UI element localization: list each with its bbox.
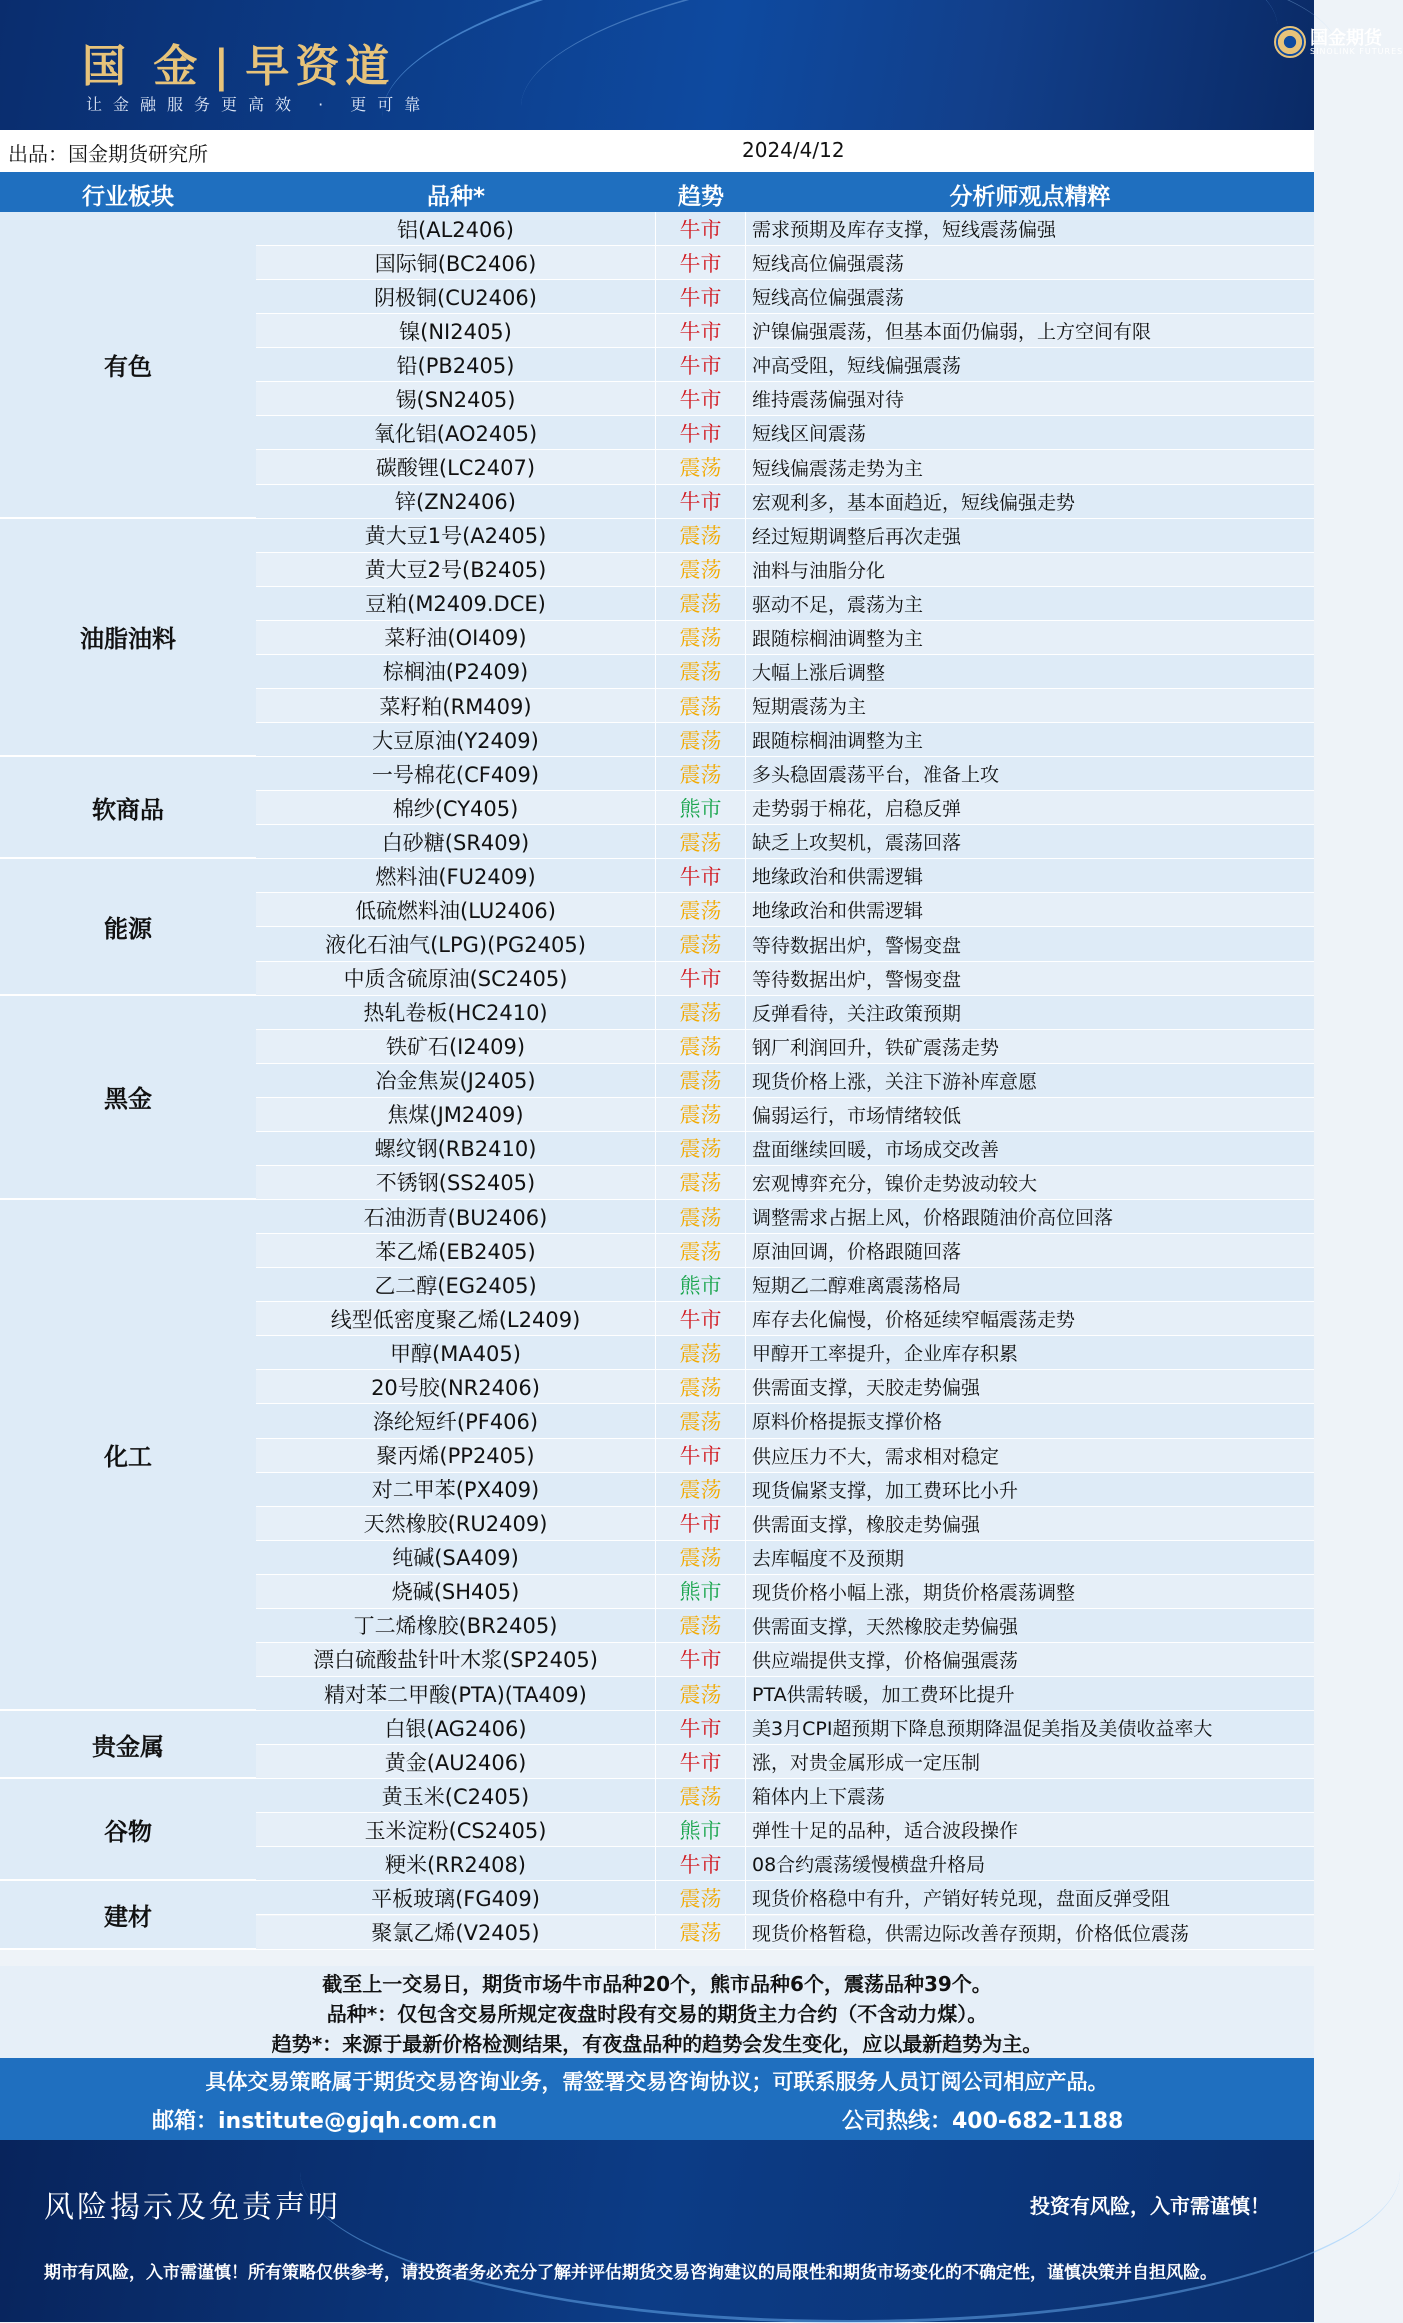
trend-cell: 震荡	[656, 1916, 746, 1950]
product-cell: 聚氯乙烯(V2405)	[256, 1916, 656, 1950]
trend-cell: 震荡	[656, 655, 746, 689]
trend-cell: 震荡	[656, 1098, 746, 1132]
product-cell: 漂白硫酸盐针叶木浆(SP2405)	[256, 1643, 656, 1677]
table-row	[256, 621, 1314, 655]
product-cell: 不锈钢(SS2405)	[256, 1166, 656, 1200]
view-cell: 短期乙二醇难离震荡格局	[746, 1268, 1314, 1302]
sector-cell: 油脂油料	[0, 519, 256, 757]
view-cell: 供应压力不大，需求相对稳定	[746, 1439, 1314, 1473]
table-row	[256, 1847, 1314, 1881]
view-cell: 宏观博弈充分，镍价走势波动较大	[746, 1166, 1314, 1200]
view-cell: 跟随棕榈油调整为主	[746, 723, 1314, 757]
sector-cell: 黑金	[0, 996, 256, 1200]
view-cell: PTA供需转暖，加工费环比提升	[746, 1677, 1314, 1711]
table-row	[256, 280, 1314, 314]
table-row	[256, 962, 1314, 996]
table-row	[256, 1234, 1314, 1268]
table-row	[256, 1916, 1314, 1950]
trend-cell: 震荡	[656, 757, 746, 791]
product-cell: 热轧卷板(HC2410)	[256, 996, 656, 1030]
product-cell: 镍(NI2405)	[256, 314, 656, 348]
product-cell: 棉纱(CY405)	[256, 791, 656, 825]
trend-cell: 震荡	[656, 1200, 746, 1234]
product-cell: 菜籽油(OI409)	[256, 621, 656, 655]
header-banner	[0, 0, 1403, 130]
table-row	[256, 927, 1314, 961]
product-cell: 乙二醇(EG2405)	[256, 1268, 656, 1302]
sector-cell: 软商品	[0, 757, 256, 859]
trend-cell: 牛市	[656, 1302, 746, 1336]
product-cell: 聚丙烯(PP2405)	[256, 1439, 656, 1473]
header-trend: 趋势	[678, 184, 724, 210]
view-cell: 大幅上涨后调整	[746, 655, 1314, 689]
trend-cell: 震荡	[656, 893, 746, 927]
view-cell: 现货价格上涨，关注下游补库意愿	[746, 1064, 1314, 1098]
table-row	[256, 723, 1314, 757]
table-row	[256, 348, 1314, 382]
trend-cell: 熊市	[656, 1268, 746, 1302]
logo-english-name: SINOLINK FUTURES	[1310, 47, 1403, 56]
product-cell: 中质含硫原油(SC2405)	[256, 962, 656, 996]
product-cell: 烧碱(SH405)	[256, 1575, 656, 1609]
table-row	[256, 1473, 1314, 1507]
publisher: 出品：国金期货研究所	[8, 142, 208, 166]
view-cell: 现货偏紧支撑，加工费环比小升	[746, 1473, 1314, 1507]
product-cell: 豆粕(M2409.DCE)	[256, 587, 656, 621]
table-row	[256, 314, 1314, 348]
view-cell: 冲高受阻，短线偏强震荡	[746, 348, 1314, 382]
table-row	[256, 246, 1314, 280]
trend-cell: 牛市	[656, 416, 746, 450]
trend-cell: 震荡	[656, 1881, 746, 1915]
view-cell: 甲醇开工率提升，企业库存积累	[746, 1336, 1314, 1370]
view-cell: 供需面支撑，天胶走势偏强	[746, 1370, 1314, 1404]
view-cell: 油料与油脂分化	[746, 553, 1314, 587]
info-row	[0, 130, 1314, 172]
product-cell: 大豆原油(Y2409)	[256, 723, 656, 757]
trend-cell: 震荡	[656, 1404, 746, 1438]
trend-cell: 牛市	[656, 962, 746, 996]
product-cell: 线型低密度聚乙烯(L2409)	[256, 1302, 656, 1336]
view-cell: 经过短期调整后再次走强	[746, 519, 1314, 553]
disclaimer-text: 期市有风险，入市需谨慎！所有策略仅供参考，请投资者务必充分了解并评估期货交易咨询建议的局限性和期货市场变化的不确定性，谨慎决策并自担风险。	[44, 2263, 1217, 2283]
trend-cell: 牛市	[656, 1711, 746, 1745]
contact-email[interactable]: 邮箱：institute@gjqh.com.cn	[152, 2109, 498, 2134]
table-row	[256, 1813, 1314, 1847]
view-cell: 等待数据出炉，警惕变盘	[746, 962, 1314, 996]
view-cell: 需求预期及库存支撑，短线震荡偏强	[746, 212, 1314, 246]
table-row	[256, 996, 1314, 1030]
product-cell: 丁二烯橡胶(BR2405)	[256, 1609, 656, 1643]
table-row	[256, 1064, 1314, 1098]
product-cell: 对二甲苯(PX409)	[256, 1473, 656, 1507]
table-row	[256, 485, 1314, 519]
brand-title-left: 国 金	[82, 41, 204, 92]
product-cell: 20号胶(NR2406)	[256, 1370, 656, 1404]
product-cell: 石油沥青(BU2406)	[256, 1200, 656, 1234]
trend-cell: 震荡	[656, 1541, 746, 1575]
product-cell: 粳米(RR2408)	[256, 1847, 656, 1881]
header-view: 分析师观点精粹	[949, 184, 1111, 210]
note-trend: 趋势*：来源于最新价格检测结果，有夜盘品种的趋势会发生变化，应以最新趋势为主。	[271, 2032, 1043, 2056]
table-row	[256, 859, 1314, 893]
product-cell: 棕榈油(P2409)	[256, 655, 656, 689]
product-cell: 碳酸锂(LC2407)	[256, 450, 656, 484]
product-cell: 精对苯二甲酸(PTA)(TA409)	[256, 1677, 656, 1711]
brand-slogan: 让金融服务更高效 · 更可靠	[86, 95, 432, 114]
view-cell: 现货价格小幅上涨，期货价格震荡调整	[746, 1575, 1314, 1609]
table-row	[256, 655, 1314, 689]
note-product: 品种*：仅包含交易所规定夜盘时段有交易的期货主力合约（不含动力煤）。	[326, 2002, 988, 2026]
table-row	[256, 1302, 1314, 1336]
view-cell: 现货价格稳中有升，产销好转兑现，盘面反弹受阻	[746, 1881, 1314, 1915]
header-sector: 行业板块	[82, 184, 174, 210]
trend-cell: 震荡	[656, 996, 746, 1030]
table-row	[256, 382, 1314, 416]
trend-cell: 震荡	[656, 1132, 746, 1166]
product-cell: 铝(AL2406)	[256, 212, 656, 246]
trend-cell: 震荡	[656, 587, 746, 621]
table-row	[256, 1030, 1314, 1064]
product-cell: 纯碱(SA409)	[256, 1541, 656, 1575]
trend-cell: 震荡	[656, 553, 746, 587]
product-cell: 玉米淀粉(CS2405)	[256, 1813, 656, 1847]
view-cell: 地缘政治和供需逻辑	[746, 859, 1314, 893]
view-cell: 短期震荡为主	[746, 689, 1314, 723]
view-cell: 地缘政治和供需逻辑	[746, 893, 1314, 927]
product-cell: 苯乙烯(EB2405)	[256, 1234, 656, 1268]
product-cell: 锡(SN2405)	[256, 382, 656, 416]
trend-cell: 牛市	[656, 348, 746, 382]
table-row	[256, 1268, 1314, 1302]
product-cell: 液化石油气(LPG)(PG2405)	[256, 927, 656, 961]
trend-cell: 震荡	[656, 1336, 746, 1370]
trend-cell: 牛市	[656, 1507, 746, 1541]
view-cell: 供需面支撑，天然橡胶走势偏强	[746, 1609, 1314, 1643]
sector-cell: 谷物	[0, 1779, 256, 1881]
table-header	[0, 172, 1314, 212]
product-cell: 国际铜(BC2406)	[256, 246, 656, 280]
trend-cell: 震荡	[656, 621, 746, 655]
trend-cell: 熊市	[656, 1575, 746, 1609]
trend-cell: 震荡	[656, 1234, 746, 1268]
trend-cell: 牛市	[656, 1745, 746, 1779]
view-cell: 供应端提供支撑，价格偏强震荡	[746, 1643, 1314, 1677]
view-cell: 美3月CPI超预期下降息预期降温促美指及美债收益率大	[746, 1711, 1314, 1745]
table-row	[256, 1779, 1314, 1813]
table-row	[256, 1745, 1314, 1779]
sector-cell: 建材	[0, 1881, 256, 1949]
table-row	[256, 1541, 1314, 1575]
trend-cell: 牛市	[656, 212, 746, 246]
view-cell: 原油回调，价格跟随回落	[746, 1234, 1314, 1268]
view-cell: 钢厂利润回升，铁矿震荡走势	[746, 1030, 1314, 1064]
sector-cell: 能源	[0, 859, 256, 995]
view-cell: 去库幅度不及预期	[746, 1541, 1314, 1575]
trend-cell: 震荡	[656, 1779, 746, 1813]
sector-cell: 化工	[0, 1200, 256, 1711]
table-row	[256, 1404, 1314, 1438]
table-row	[256, 1609, 1314, 1643]
disclaimer-banner	[0, 2140, 1314, 2322]
product-cell: 锌(ZN2406)	[256, 485, 656, 519]
product-cell: 铁矿石(I2409)	[256, 1030, 656, 1064]
brand-separator: |	[213, 41, 236, 92]
trend-cell: 熊市	[656, 791, 746, 825]
table-row	[256, 1098, 1314, 1132]
product-cell: 黄金(AU2406)	[256, 1745, 656, 1779]
product-cell: 铅(PB2405)	[256, 348, 656, 382]
product-cell: 一号棉花(CF409)	[256, 757, 656, 791]
table-row	[256, 1370, 1314, 1404]
table-row	[256, 1200, 1314, 1234]
trend-cell: 牛市	[656, 859, 746, 893]
view-cell: 维持震荡偏强对待	[746, 382, 1314, 416]
table-row	[256, 1643, 1314, 1677]
trend-cell: 震荡	[656, 1166, 746, 1200]
table-row	[256, 587, 1314, 621]
product-cell: 菜籽粕(RM409)	[256, 689, 656, 723]
table-row	[256, 1132, 1314, 1166]
note-summary: 截至上一交易日，期货市场牛市品种20个，熊市品种6个，震荡品种39个。	[322, 1972, 992, 1996]
trend-cell: 牛市	[656, 314, 746, 348]
view-cell: 涨，对贵金属形成一定压制	[746, 1745, 1314, 1779]
report-date: 2024/4/12	[742, 138, 845, 162]
view-cell: 08合约震荡缓慢横盘升格局	[746, 1847, 1314, 1881]
table-row	[256, 212, 1314, 246]
view-cell: 库存去化偏慢，价格延续窄幅震荡走势	[746, 1302, 1314, 1336]
view-cell: 走势弱于棉花，启稳反弹	[746, 791, 1314, 825]
table-row	[256, 450, 1314, 484]
trend-cell: 牛市	[656, 1439, 746, 1473]
trend-cell: 牛市	[656, 280, 746, 314]
trend-cell: 牛市	[656, 1847, 746, 1881]
table-row	[256, 553, 1314, 587]
view-cell: 短线偏震荡走势为主	[746, 450, 1314, 484]
disclaimer-title: 风险揭示及免责声明	[44, 2190, 341, 2225]
table-row	[256, 757, 1314, 791]
view-cell: 驱动不足，震荡为主	[746, 587, 1314, 621]
trend-cell: 牛市	[656, 485, 746, 519]
trend-cell: 牛市	[656, 1643, 746, 1677]
trend-cell: 牛市	[656, 382, 746, 416]
header-product: 品种*	[426, 184, 486, 210]
trend-cell: 震荡	[656, 825, 746, 859]
view-cell: 盘面继续回暖，市场成交改善	[746, 1132, 1314, 1166]
trend-cell: 震荡	[656, 689, 746, 723]
view-cell: 缺乏上攻契机，震荡回落	[746, 825, 1314, 859]
view-cell: 弹性十足的品种，适合波段操作	[746, 1813, 1314, 1847]
sector-cell: 有色	[0, 212, 256, 519]
table-row	[256, 1336, 1314, 1370]
view-cell: 调整需求占据上风，价格跟随油价高位回落	[746, 1200, 1314, 1234]
product-cell: 黄玉米(C2405)	[256, 1779, 656, 1813]
trend-cell: 震荡	[656, 1677, 746, 1711]
view-cell: 跟随棕榈油调整为主	[746, 621, 1314, 655]
trend-cell: 牛市	[656, 246, 746, 280]
product-cell: 甲醇(MA405)	[256, 1336, 656, 1370]
contact-line: 具体交易策略属于期货交易咨询业务，需签署交易咨询协议；可联系服务人员订阅公司相应产品。	[205, 2070, 1109, 2094]
trend-cell: 震荡	[656, 1473, 746, 1507]
table-row	[256, 1711, 1314, 1745]
product-cell: 低硫燃料油(LU2406)	[256, 893, 656, 927]
view-cell: 短线高位偏强震荡	[746, 246, 1314, 280]
sector-cell: 贵金属	[0, 1711, 256, 1779]
view-cell: 现货价格暂稳，供需边际改善存预期，价格低位震荡	[746, 1916, 1314, 1950]
product-cell: 天然橡胶(RU2409)	[256, 1507, 656, 1541]
table-row	[256, 1677, 1314, 1711]
product-cell: 螺纹钢(RB2410)	[256, 1132, 656, 1166]
product-cell: 冶金焦炭(J2405)	[256, 1064, 656, 1098]
contact-hotline[interactable]: 公司热线：400-682-1188	[842, 2109, 1124, 2134]
table-row	[256, 1166, 1314, 1200]
view-cell: 等待数据出炉，警惕变盘	[746, 927, 1314, 961]
view-cell: 沪镍偏强震荡，但基本面仍偏弱，上方空间有限	[746, 314, 1314, 348]
trend-cell: 熊市	[656, 1813, 746, 1847]
view-cell: 原料价格提振支撑价格	[746, 1404, 1314, 1438]
table-row	[256, 1881, 1314, 1915]
trend-cell: 震荡	[656, 450, 746, 484]
product-cell: 白砂糖(SR409)	[256, 825, 656, 859]
table-row	[256, 825, 1314, 859]
logo-name: 国金期货	[1310, 28, 1382, 49]
table-row	[256, 1575, 1314, 1609]
view-cell: 短线高位偏强震荡	[746, 280, 1314, 314]
logo-mark-icon	[1274, 26, 1306, 58]
product-cell: 涤纶短纤(PF406)	[256, 1404, 656, 1438]
product-cell: 平板玻璃(FG409)	[256, 1881, 656, 1915]
product-cell: 黄大豆2号(B2405)	[256, 553, 656, 587]
product-cell: 焦煤(JM2409)	[256, 1098, 656, 1132]
product-cell: 阴极铜(CU2406)	[256, 280, 656, 314]
product-cell: 燃料油(FU2409)	[256, 859, 656, 893]
table-row	[256, 893, 1314, 927]
table-row	[256, 416, 1314, 450]
brand-title	[82, 30, 395, 94]
trend-cell: 震荡	[656, 1609, 746, 1643]
table-row	[256, 791, 1314, 825]
table-row	[256, 1507, 1314, 1541]
view-cell: 多头稳固震荡平台，准备上攻	[746, 757, 1314, 791]
view-cell: 箱体内上下震荡	[746, 1779, 1314, 1813]
trend-cell: 震荡	[656, 723, 746, 757]
trend-cell: 震荡	[656, 1064, 746, 1098]
disclaimer-warning: 投资有风险，入市需谨慎！	[1030, 2194, 1270, 2218]
view-cell: 供需面支撑，橡胶走势偏强	[746, 1507, 1314, 1541]
table-row	[256, 689, 1314, 723]
product-cell: 白银(AG2406)	[256, 1711, 656, 1745]
trend-cell: 震荡	[656, 1370, 746, 1404]
view-cell: 宏观利多，基本面趋近，短线偏强走势	[746, 485, 1314, 519]
trend-cell: 震荡	[656, 1030, 746, 1064]
brand-title-right: 早资道	[245, 41, 396, 92]
table-row	[256, 519, 1314, 553]
table-row	[256, 1439, 1314, 1473]
view-cell: 偏弱运行，市场情绪较低	[746, 1098, 1314, 1132]
product-cell: 氧化铝(AO2405)	[256, 416, 656, 450]
view-cell: 短线区间震荡	[746, 416, 1314, 450]
product-cell: 黄大豆1号(A2405)	[256, 519, 656, 553]
trend-cell: 震荡	[656, 519, 746, 553]
view-cell: 反弹看待，关注政策预期	[746, 996, 1314, 1030]
trend-cell: 震荡	[656, 927, 746, 961]
